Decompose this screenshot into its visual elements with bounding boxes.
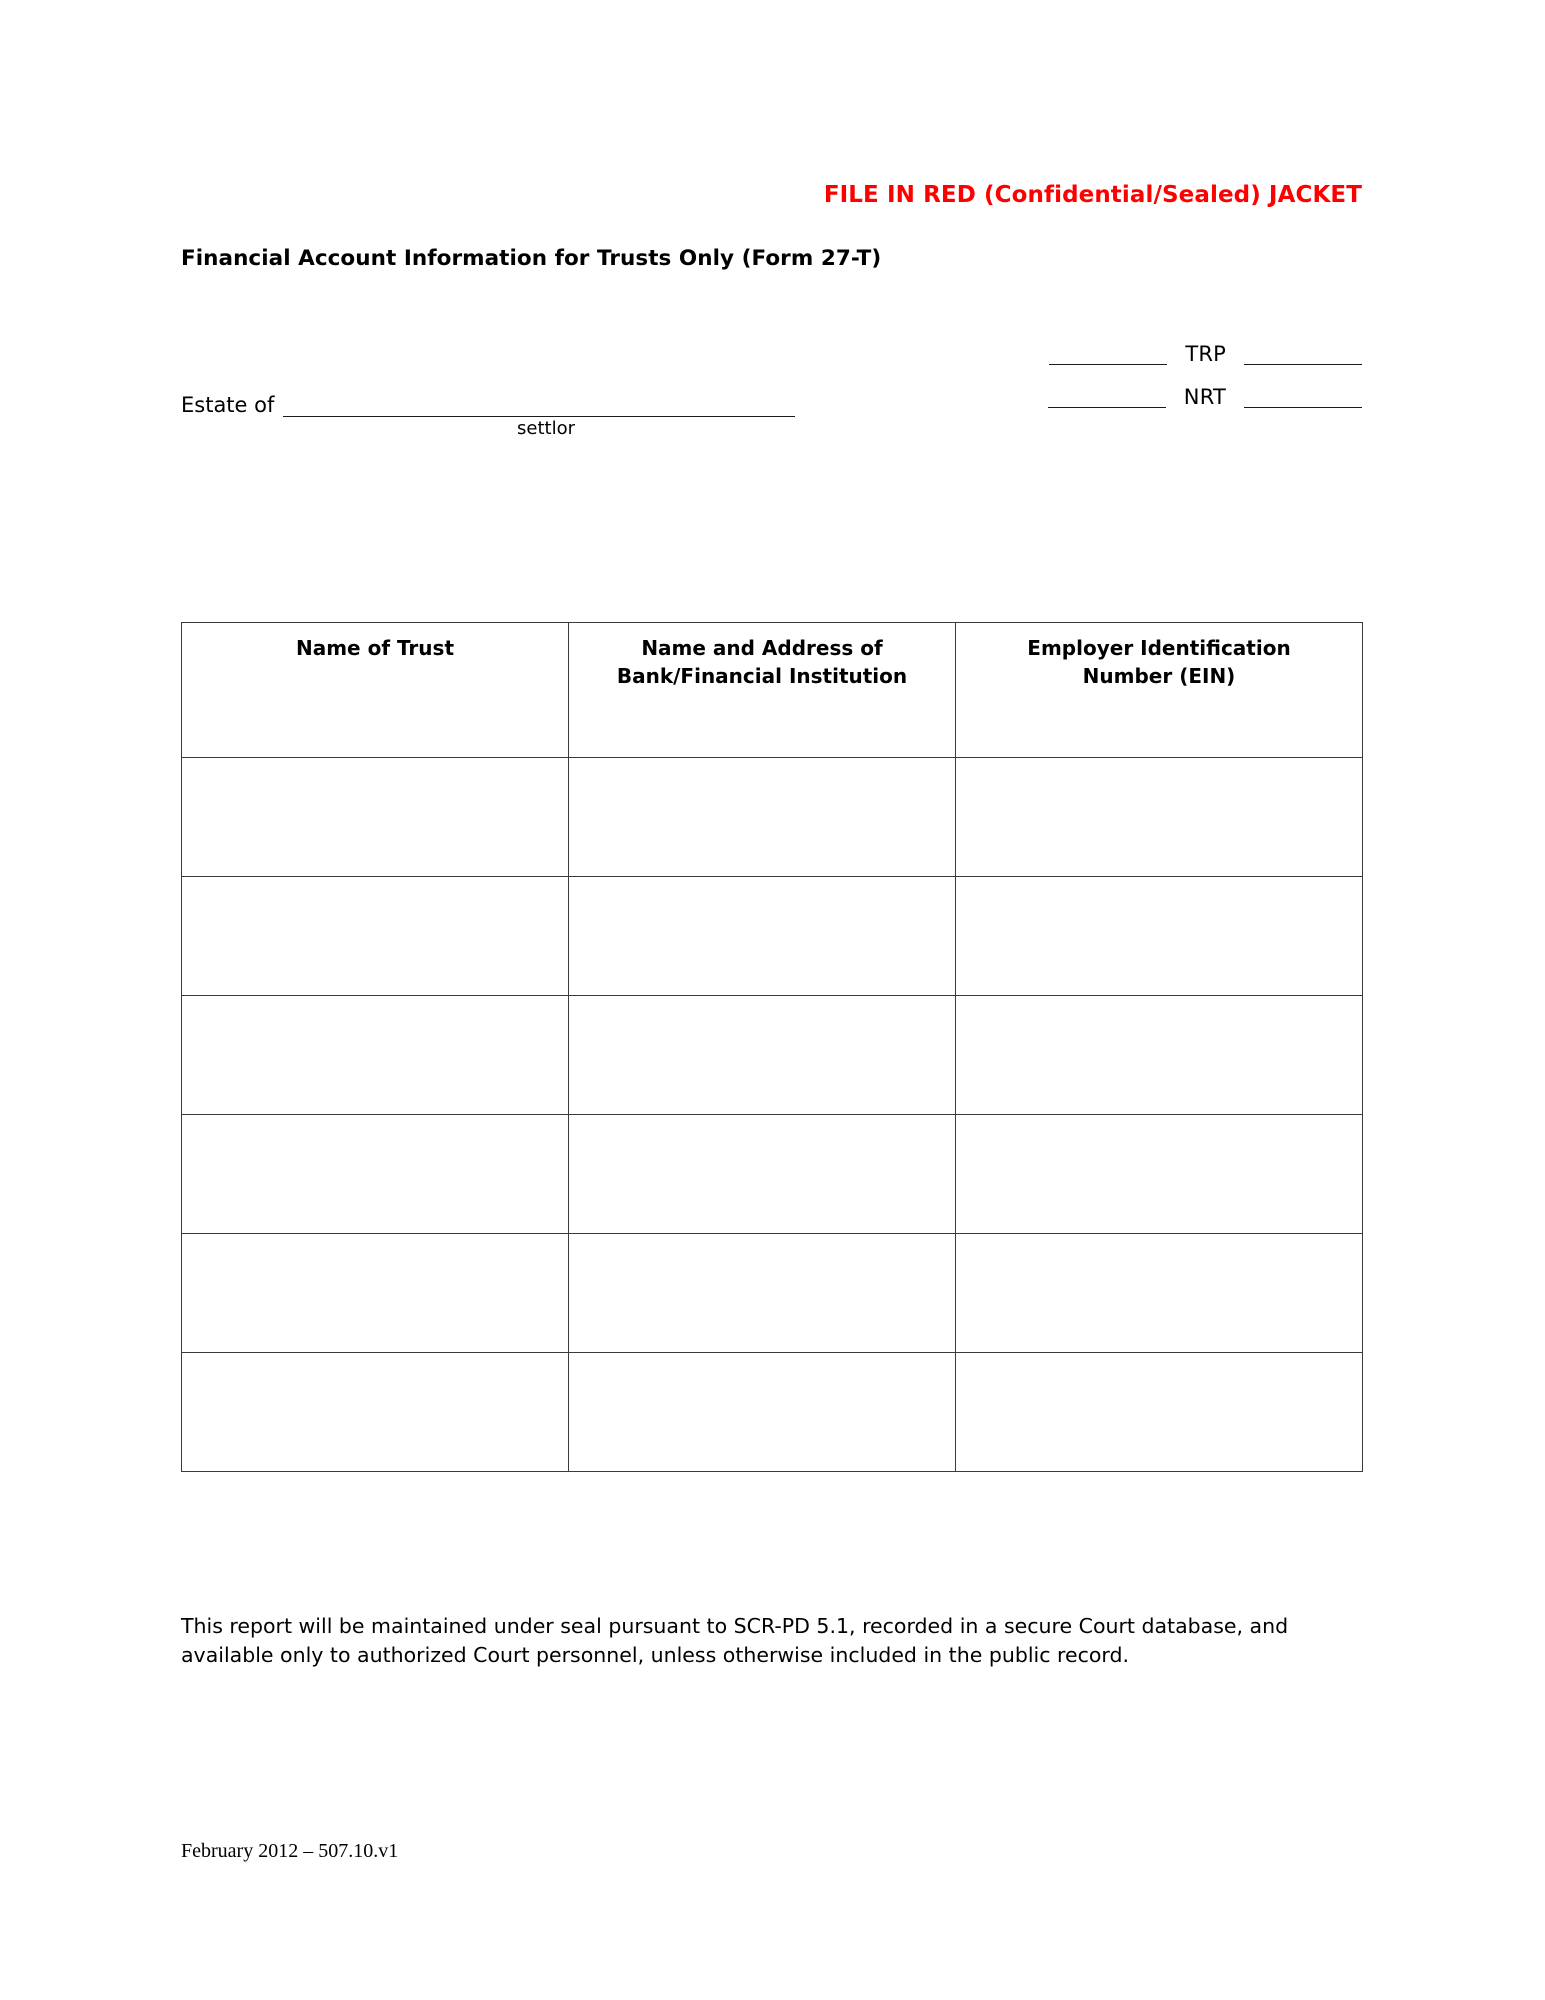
table-header-row [182,623,1363,758]
column-header-bank-name-address [569,623,956,758]
page-title: Financial Account Information for Trusts Only (Form 27-T) [181,246,882,271]
cell-bank-name-address[interactable] [569,1353,956,1472]
cell-bank-name-address[interactable] [569,1234,956,1353]
financial-accounts-table [181,622,1363,1472]
trp-label: TRP [1185,342,1226,366]
header-line: Bank/Financial Institution [616,664,908,688]
cell-ein[interactable] [956,1234,1363,1353]
nrt-left-blank[interactable] [1048,385,1166,408]
trust-code-block [992,322,1362,408]
table-row [182,877,1363,996]
table-row [182,1353,1363,1472]
trp-row [992,322,1362,365]
cell-bank-name-address[interactable] [569,1115,956,1234]
cell-name-of-trust[interactable] [182,1353,569,1472]
column-header-name-of-trust [182,623,569,758]
estate-of-input[interactable] [283,392,795,417]
nrt-row [992,365,1362,408]
header-line: Name of Trust [295,636,455,660]
cell-ein[interactable] [956,758,1363,877]
confidential-jacket-banner: FILE IN RED (Confidential/Sealed) JACKET [823,182,1362,208]
trp-left-blank[interactable] [1049,342,1167,365]
cell-name-of-trust[interactable] [182,996,569,1115]
table-row [182,758,1363,877]
cell-name-of-trust[interactable] [182,1234,569,1353]
settlor-caption: settlor [517,418,575,439]
cell-name-of-trust[interactable] [182,877,569,996]
nrt-right-blank[interactable] [1244,385,1362,408]
table-row [182,996,1363,1115]
header-line: Number (EIN) [1082,664,1236,688]
cell-ein[interactable] [956,996,1363,1115]
cell-bank-name-address[interactable] [569,877,956,996]
cell-name-of-trust[interactable] [182,1115,569,1234]
header-line: Employer Identification [1027,636,1291,660]
cell-bank-name-address[interactable] [569,758,956,877]
column-header-ein [956,623,1363,758]
revision-stamp: February 2012 – 507.10.v1 [181,1840,399,1862]
estate-of-line [181,392,795,417]
table-row [182,1115,1363,1234]
cell-ein[interactable] [956,877,1363,996]
estate-of-label: Estate of [181,393,275,417]
trp-right-blank[interactable] [1244,342,1362,365]
header-line: Name and Address of [641,636,883,660]
cell-ein[interactable] [956,1353,1363,1472]
cell-bank-name-address[interactable] [569,996,956,1115]
nrt-label: NRT [1183,385,1226,409]
cell-ein[interactable] [956,1115,1363,1234]
seal-notice-text: This report will be maintained under seal pursuant to SCR-PD 5.1, recorded in a secure Court database, and available only to authorized Court personnel, unless otherwise included in the public record. [181,1614,1289,1667]
cell-name-of-trust[interactable] [182,758,569,877]
table-row [182,1234,1363,1353]
